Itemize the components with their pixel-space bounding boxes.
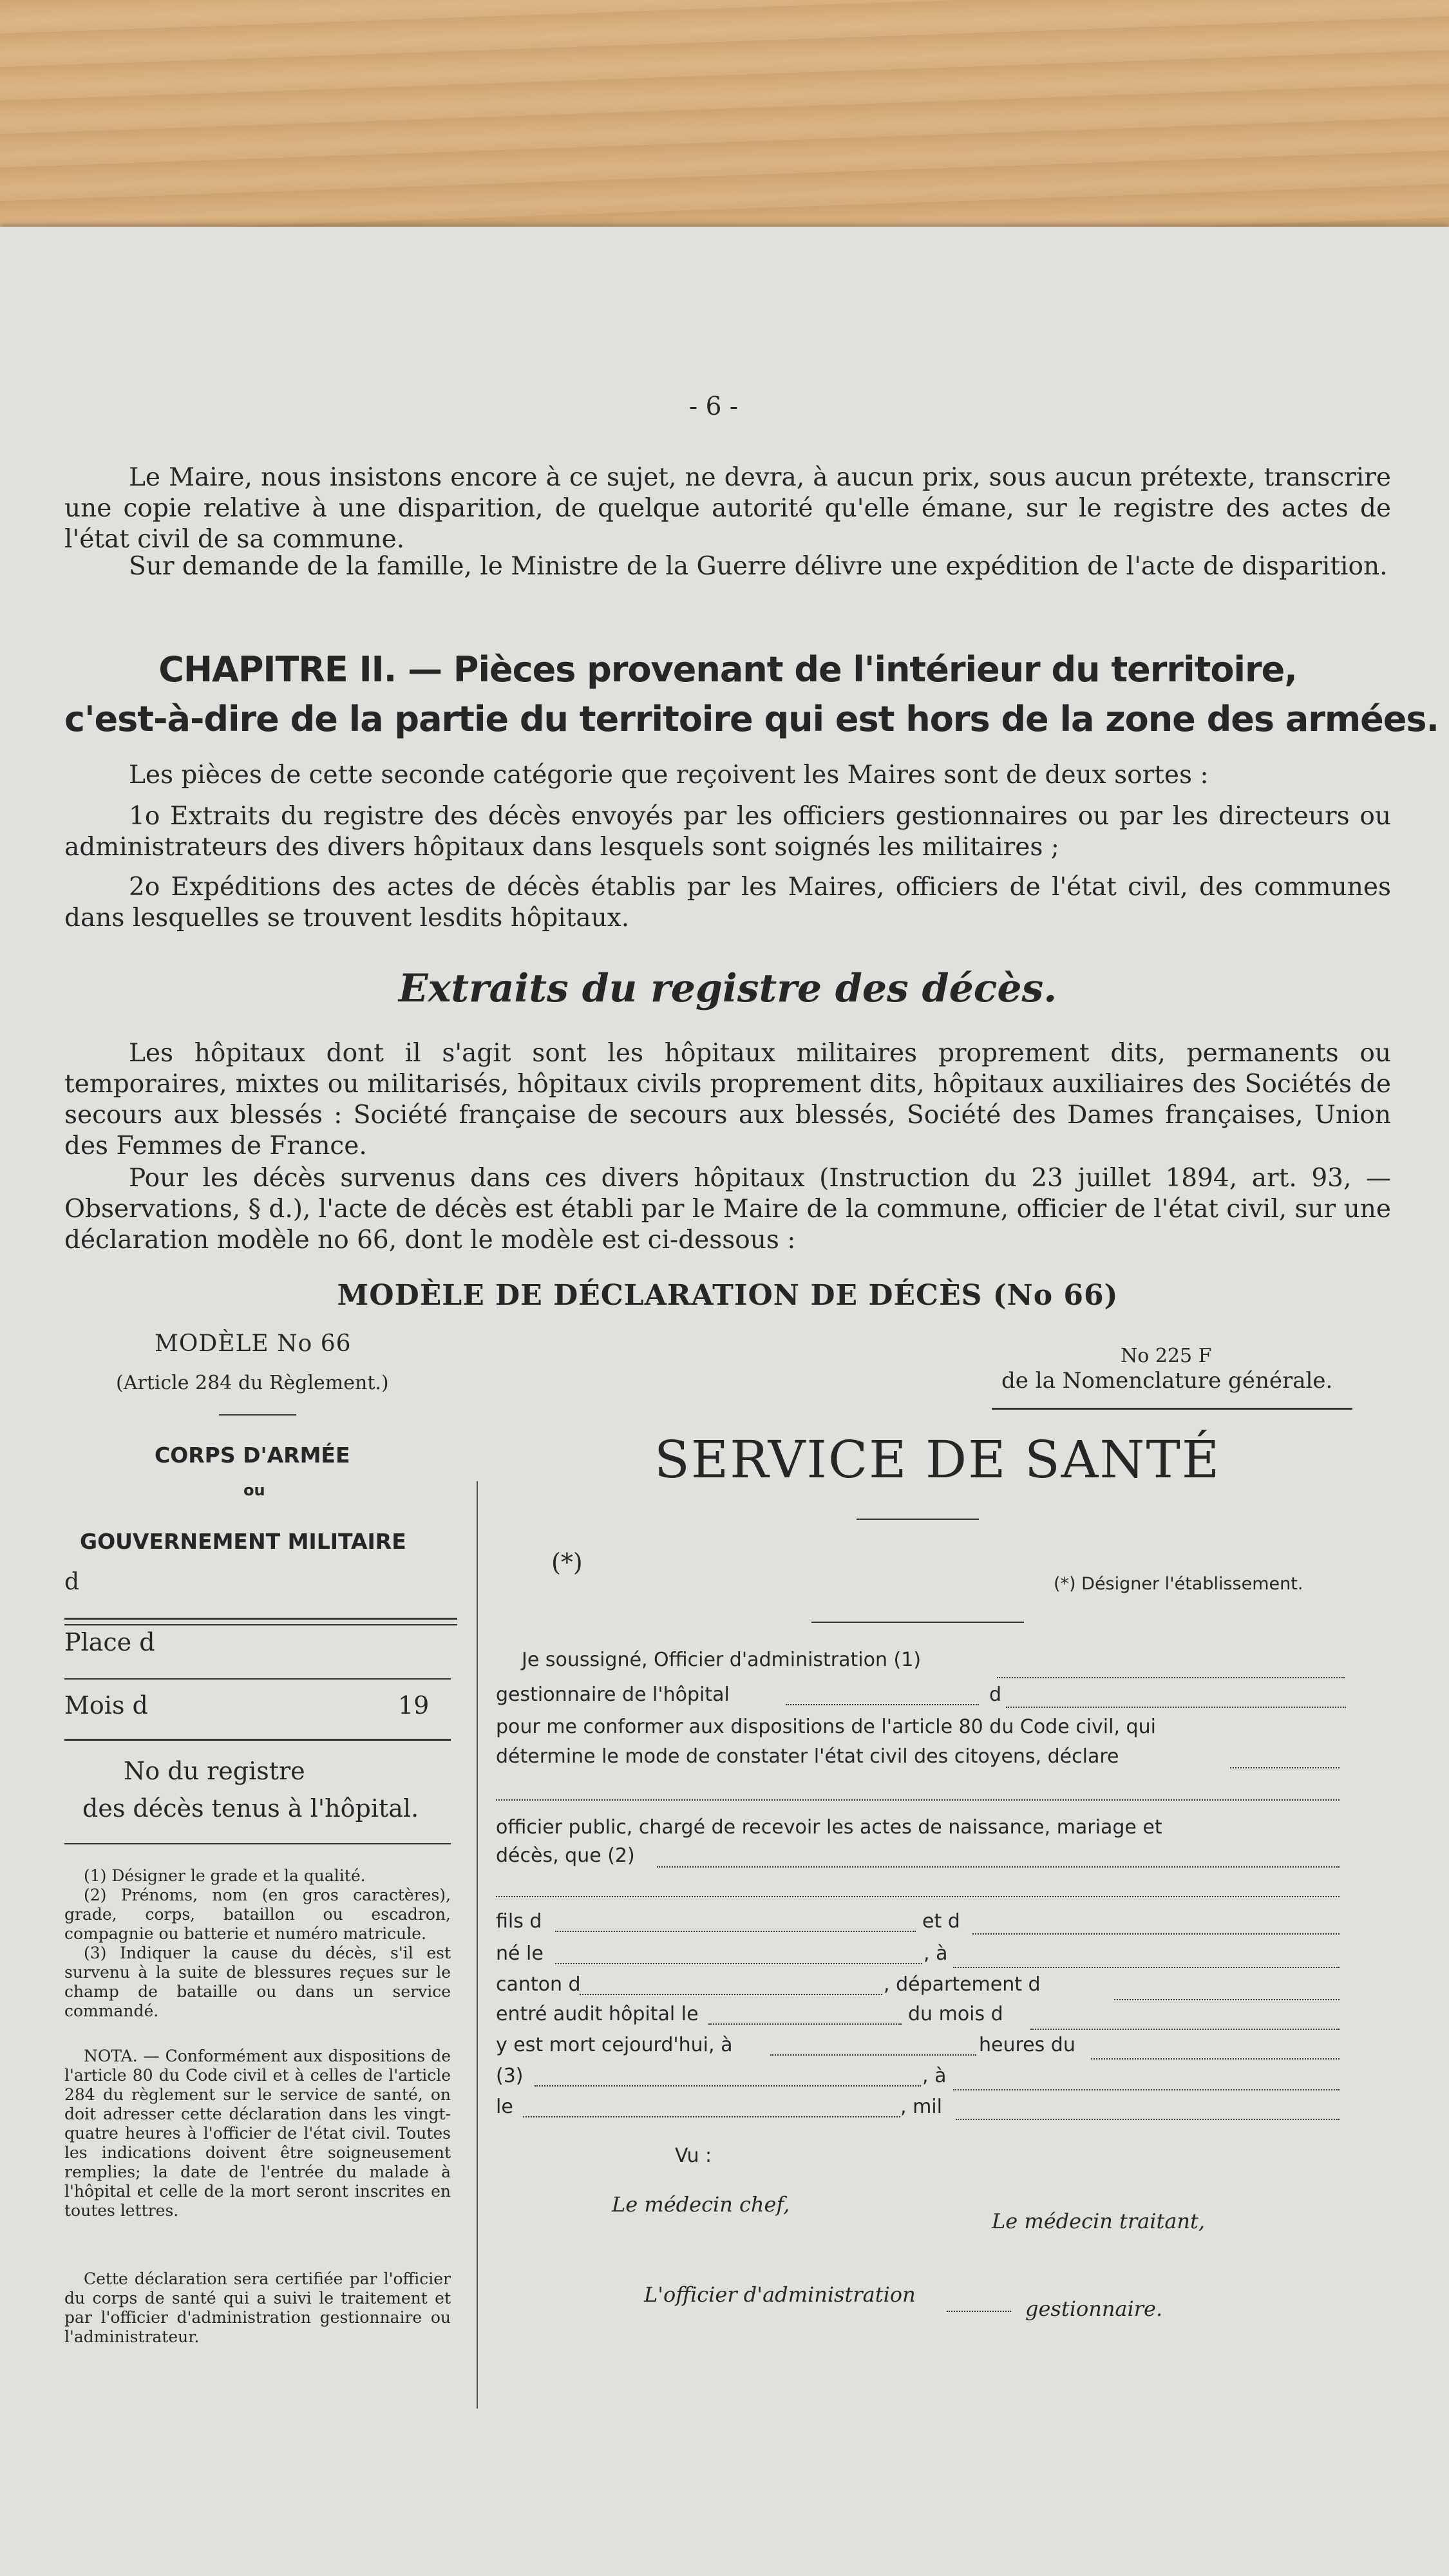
signature-date-field[interactable] xyxy=(523,2116,900,2117)
death-hour-field[interactable] xyxy=(770,2054,976,2056)
birthplace-a-label: , à xyxy=(923,1942,948,1965)
wood-surface xyxy=(0,0,1449,258)
model-number: MODÈLE No 66 xyxy=(155,1331,352,1357)
father-name-field[interactable] xyxy=(555,1931,916,1932)
canton-field[interactable] xyxy=(580,1994,882,1995)
mother-name-field[interactable] xyxy=(972,1933,1340,1935)
deceased-identity-field[interactable] xyxy=(657,1866,1340,1868)
divider xyxy=(64,1618,457,1620)
chapter-heading-line-1: CHAPITRE II. — Pièces provenant de l'intérieur du territoire, xyxy=(158,649,1297,690)
vu-label: Vu : xyxy=(675,2145,712,2167)
designer-etablissement-note: (*) Désigner l'établissement. xyxy=(1054,1574,1303,1594)
ou-label: ou xyxy=(243,1481,265,1499)
paragraph-6: Les hôpitaux dont il s'agit sont les hôpitaux militaires proprement dits, permanents ou temporaires, mixtes ou militarisés, hôpitaux civils proprement dits, hôpitaux auxiliaires des Sociétés de secours aux blessés : Société française de secours aux blessés, Société des Dames françaises, Union des Femmes de France. xyxy=(64,1039,1391,1160)
canton-label: canton d xyxy=(496,1973,581,1996)
nota-paragraph: NOTA. — Conformément aux dispositions de l'article 80 du Code civil et à celles de l'article 284 du règlement sur le service de santé, on doit adresser cette déclaration dans les vingt-quatre heures à l'officier de l'état civil. Toutes les indications doivent être soigneusement remplies; la date de l'entrée du malade à l'hôpital et celle de la mort seront inscrites en toutes lettres. xyxy=(64,2047,451,2220)
entry-date-field[interactable] xyxy=(708,2023,902,2025)
paragraph-4: 1o Extraits du registre des décès envoyés par les officiers gestionnaires ou par les directeurs ou administrateurs des divers hôpitaux dans lesquels sont soignés les militaires ; xyxy=(64,802,1391,862)
paragraph-2: Sur demande de la famille, le Ministre de la Guerre délivre une expédition de l'acte de disparition. xyxy=(129,552,1388,581)
le-label: le xyxy=(496,2096,513,2118)
column-separator xyxy=(477,1481,478,2409)
divider xyxy=(219,1414,296,1416)
nomenclature-label: de la Nomenclature générale. xyxy=(1001,1368,1333,1394)
article-reference: (Article 284 du Règlement.) xyxy=(116,1372,389,1394)
mort-cejourdhui-label: y est mort cejourd'hui, à xyxy=(496,2034,733,2056)
gestionnaire-label: gestionnaire. xyxy=(1025,2297,1163,2321)
entre-hopital-label: entré audit hôpital le xyxy=(496,2003,699,2025)
paragraph-7: Pour les décès survenus dans ces divers hôpitaux (Instruction du 23 juillet 1894, art. 93, — Observations, § d.), l'acte de décès est établi par le Maire de la commune, officier de l'état civil, sur une déclaration modèle no 66, dont le modèle est ci-dessous : xyxy=(64,1164,1391,1255)
declaration-line-3: pour me conformer aux dispositions de l'article 80 du Code civil, qui xyxy=(496,1716,1156,1738)
birthplace-field[interactable] xyxy=(953,1967,1340,1968)
gouvernement-militaire-label: GOUVERNEMENT MILITAIRE xyxy=(80,1529,406,1554)
death-period-field[interactable] xyxy=(1091,2058,1340,2060)
deceased-identity-field-continued[interactable] xyxy=(496,1896,1340,1897)
place-field: Place d xyxy=(64,1628,155,1656)
hospital-d-label: d xyxy=(989,1683,1002,1706)
gouvernement-d-field: d xyxy=(64,1569,80,1595)
nota-paragraph-2: Cette déclaration sera certifiée par l'officier du corps de santé qui a suivi le traitement et par l'officier d'administration gestionnaire ou l'administrateur. xyxy=(64,2269,451,2346)
hospital-location-field[interactable] xyxy=(1006,1707,1346,1708)
footnote-2: (2) Prénoms, nom (en gros caractères), grade, corps, bataillon ou escadron, compagnie ou batterie et numéro matricule. xyxy=(64,1886,451,1943)
heures-du-label: heures du xyxy=(979,2034,1075,2056)
nomenclature-number: No 225 F xyxy=(1121,1345,1212,1367)
departement-field[interactable] xyxy=(1114,1999,1340,2000)
service-de-sante-title: SERVICE DE SANTÉ xyxy=(654,1430,1221,1490)
et-d-label: et d xyxy=(922,1910,960,1933)
footnote-3: (3) Indiquer la cause du décès, s'il est survenu à la suite de blessures reçues sur le champ de bataille ou dans un service commandé. xyxy=(64,1944,451,2020)
cause-field[interactable] xyxy=(535,2085,921,2087)
paragraph-3: Les pièces de cette seconde catégorie que reçoivent les Maires sont de deux sortes : xyxy=(129,761,1209,790)
hospital-name-field[interactable] xyxy=(786,1704,979,1705)
divider xyxy=(64,1739,451,1741)
register-number-line-1: No du registre xyxy=(124,1757,305,1785)
mil-label: , mil xyxy=(900,2096,942,2118)
establishment-marker: (*) xyxy=(551,1548,583,1577)
declare-field-continued[interactable] xyxy=(496,1799,1340,1801)
ne-le-label: né le xyxy=(496,1942,544,1965)
divider xyxy=(64,1843,451,1844)
entry-month-field[interactable] xyxy=(1030,2029,1340,2030)
du-mois-label: du mois d xyxy=(908,2003,1003,2025)
register-number-line-2: des décès tenus à l'hôpital. xyxy=(82,1794,419,1823)
divider xyxy=(64,1678,451,1680)
chapter-heading-line-2: c'est-à-dire de la partie du territoire qui est hors de la zone des armées. xyxy=(64,699,1439,739)
declaration-line-2: gestionnaire de l'hôpital xyxy=(496,1683,730,1706)
divider xyxy=(992,1408,1352,1410)
establishment-line xyxy=(811,1622,1024,1623)
cause-label: (3) xyxy=(496,2065,524,2087)
officier-signature-field[interactable] xyxy=(947,2311,1011,2312)
paragraph-1: Le Maire, nous insistons encore à ce sujet, ne devra, à aucun prix, sous aucun prétexte, transcrire une copie relative à une disparition, de quelque autorité qu'elle émane, sur le registre des actes de l'état civil de sa commune. xyxy=(64,463,1391,554)
fils-d-label: fils d xyxy=(496,1910,542,1933)
declaration-line-6: décès, que (2) xyxy=(496,1844,635,1867)
year-text-field[interactable] xyxy=(956,2119,1340,2120)
model-title: MODÈLE DE DÉCLARATION DE DÉCÈS (No 66) xyxy=(337,1279,1119,1312)
declaration-line-4: détermine le mode de constater l'état civil des citoyens, déclare xyxy=(496,1745,1119,1768)
divider xyxy=(857,1519,979,1520)
medecin-traitant-signature: Le médecin traitant, xyxy=(992,2209,1206,2233)
declaration-line-1: Je soussigné, Officier d'administration (1) xyxy=(522,1649,922,1671)
departement-label: , département d xyxy=(884,1973,1041,1996)
divider xyxy=(64,1624,457,1625)
declaration-line-5: officier public, chargé de recevoir les actes de naissance, mariage et xyxy=(496,1816,1162,1839)
birth-date-field[interactable] xyxy=(555,1963,922,1964)
cause-a-label: , à xyxy=(922,2065,947,2087)
year-field: 19 xyxy=(398,1691,430,1719)
section-title: Extraits du registre des décès. xyxy=(398,966,1057,1011)
medecin-chef-signature: Le médecin chef, xyxy=(612,2192,790,2217)
declare-field[interactable] xyxy=(1230,1767,1340,1768)
page-number: - 6 - xyxy=(689,392,738,421)
footnote-1: (1) Désigner le grade et la qualité. xyxy=(84,1866,366,1885)
cause-place-field[interactable] xyxy=(953,2089,1340,2090)
corps-armee-label: CORPS D'ARMÉE xyxy=(155,1443,350,1468)
mois-field: Mois d xyxy=(64,1691,148,1719)
paragraph-5: 2o Expéditions des actes de décès établis par les Maires, officiers de l'état civil, des communes dans lesquelles se trouvent lesdits hôpitaux. xyxy=(64,873,1391,933)
officier-signature: L'officier d'administration xyxy=(644,2282,916,2307)
officer-name-field[interactable] xyxy=(997,1677,1345,1678)
